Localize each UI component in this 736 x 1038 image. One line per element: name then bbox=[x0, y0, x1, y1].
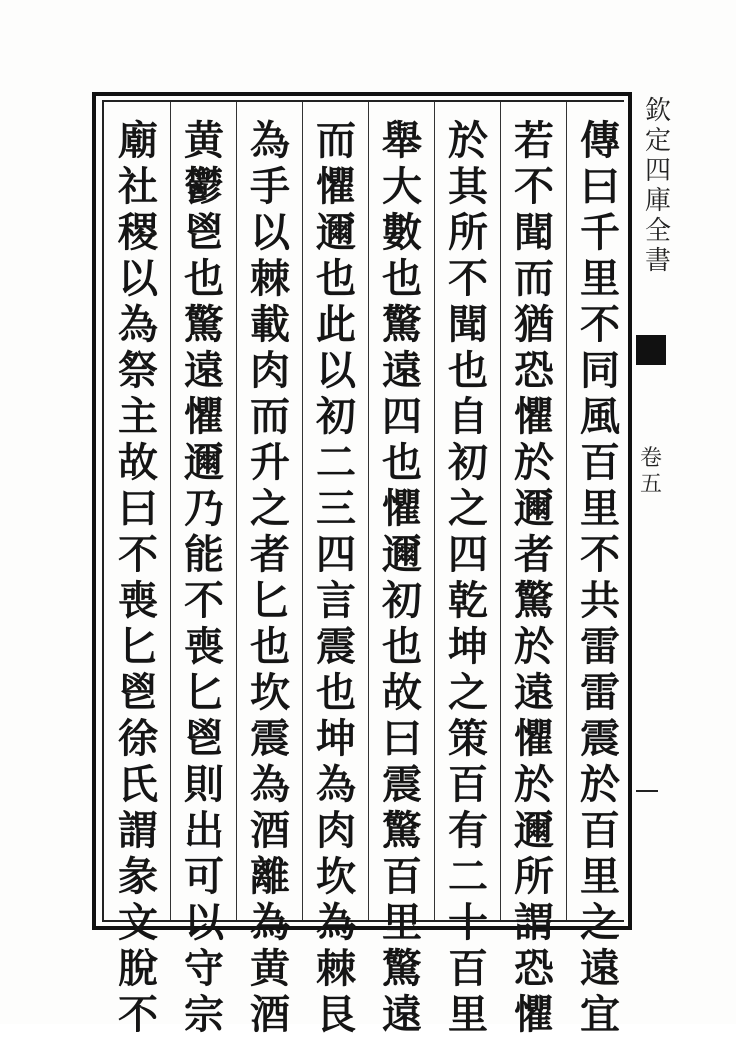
character: 同 bbox=[580, 347, 620, 394]
character: 邇 bbox=[382, 531, 422, 578]
character: 所 bbox=[448, 209, 488, 256]
character: 乃 bbox=[184, 485, 224, 532]
character: 此 bbox=[316, 301, 356, 348]
character: 懼 bbox=[382, 485, 422, 532]
character: 邇 bbox=[514, 807, 554, 854]
character: 黄 bbox=[250, 945, 290, 992]
character: 升 bbox=[250, 439, 290, 486]
character: 彖 bbox=[118, 853, 158, 900]
margin-character: 欽 bbox=[644, 96, 671, 126]
character: 坤 bbox=[316, 715, 356, 762]
character: 以 bbox=[184, 899, 224, 946]
fishtail-mark bbox=[636, 335, 666, 365]
character: 舉 bbox=[382, 117, 422, 164]
character: 遠 bbox=[184, 347, 224, 394]
character: 里 bbox=[580, 485, 620, 532]
column-rule bbox=[566, 102, 567, 920]
character: 策 bbox=[448, 715, 488, 762]
character: 猶 bbox=[514, 301, 554, 348]
character: 能 bbox=[184, 531, 224, 578]
character: 共 bbox=[580, 577, 620, 624]
character: 宜 bbox=[580, 991, 620, 1038]
character: 曰 bbox=[118, 485, 158, 532]
character: 雷 bbox=[580, 669, 620, 716]
text-column-1 bbox=[570, 117, 630, 1038]
character: 驚 bbox=[382, 807, 422, 854]
character: 聞 bbox=[514, 209, 554, 256]
character: 鬱 bbox=[184, 163, 224, 210]
character: 坤 bbox=[448, 623, 488, 670]
margin-character: 書 bbox=[644, 246, 671, 276]
character: 為 bbox=[250, 761, 290, 808]
character: 恐 bbox=[514, 945, 554, 992]
margin-character: 卷 bbox=[639, 446, 662, 471]
character: 故 bbox=[118, 439, 158, 486]
character: 謂 bbox=[118, 807, 158, 854]
character: 也 bbox=[382, 623, 422, 670]
character: 鬯 bbox=[184, 209, 224, 256]
character: 震 bbox=[382, 761, 422, 808]
character: 酒 bbox=[250, 991, 290, 1038]
character: 懼 bbox=[316, 163, 356, 210]
column-rule bbox=[434, 102, 435, 920]
character: 艮 bbox=[316, 991, 356, 1038]
margin-book-title bbox=[636, 96, 680, 276]
character: 驚 bbox=[382, 301, 422, 348]
character: 邇 bbox=[316, 209, 356, 256]
text-column-6 bbox=[240, 117, 300, 1038]
character: 以 bbox=[250, 209, 290, 256]
margin-character: 全 bbox=[644, 216, 671, 246]
character: 於 bbox=[448, 117, 488, 164]
character: 則 bbox=[184, 761, 224, 808]
character: 懼 bbox=[514, 393, 554, 440]
character: 而 bbox=[316, 117, 356, 164]
character: 肉 bbox=[250, 347, 290, 394]
character: 自 bbox=[448, 393, 488, 440]
character: 不 bbox=[580, 301, 620, 348]
character: 守 bbox=[184, 945, 224, 992]
character: 不 bbox=[118, 531, 158, 578]
character: 不 bbox=[448, 255, 488, 302]
character: 不 bbox=[184, 577, 224, 624]
character: 為 bbox=[316, 899, 356, 946]
character: 黄 bbox=[184, 117, 224, 164]
character: 遠 bbox=[382, 991, 422, 1038]
margin-character: 定 bbox=[644, 126, 671, 156]
character: 里 bbox=[580, 255, 620, 302]
character: 雷 bbox=[580, 623, 620, 670]
character: 稷 bbox=[118, 209, 158, 256]
character: 聞 bbox=[448, 301, 488, 348]
character: 百 bbox=[448, 945, 488, 992]
character: 也 bbox=[184, 255, 224, 302]
character: 里 bbox=[382, 899, 422, 946]
character: 也 bbox=[382, 439, 422, 486]
character: 震 bbox=[580, 715, 620, 762]
character: 棘 bbox=[316, 945, 356, 992]
character: 坎 bbox=[316, 853, 356, 900]
character: 主 bbox=[118, 393, 158, 440]
character: 千 bbox=[580, 209, 620, 256]
character: 匕 bbox=[184, 669, 224, 716]
character: 邇 bbox=[184, 439, 224, 486]
character: 肉 bbox=[316, 807, 356, 854]
margin-juan-label bbox=[636, 446, 666, 498]
character: 文 bbox=[118, 899, 158, 946]
character: 不 bbox=[580, 531, 620, 578]
character: 鬯 bbox=[184, 715, 224, 762]
character: 所 bbox=[514, 853, 554, 900]
character: 二 bbox=[448, 853, 488, 900]
character: 風 bbox=[580, 393, 620, 440]
column-rule bbox=[368, 102, 369, 920]
character: 大 bbox=[382, 163, 422, 210]
character: 喪 bbox=[118, 577, 158, 624]
character: 之 bbox=[580, 899, 620, 946]
character: 若 bbox=[514, 117, 554, 164]
margin-tick bbox=[636, 790, 658, 792]
margin-character: 庫 bbox=[644, 186, 671, 216]
character: 於 bbox=[514, 623, 554, 670]
character: 徐 bbox=[118, 715, 158, 762]
character: 可 bbox=[184, 853, 224, 900]
character: 為 bbox=[118, 301, 158, 348]
text-column-4 bbox=[372, 117, 432, 1038]
character: 曰 bbox=[382, 715, 422, 762]
character: 邇 bbox=[514, 485, 554, 532]
character: 於 bbox=[514, 439, 554, 486]
character: 不 bbox=[118, 991, 158, 1038]
character: 喪 bbox=[184, 623, 224, 670]
column-rule bbox=[170, 102, 171, 920]
character: 之 bbox=[448, 485, 488, 532]
character: 三 bbox=[316, 485, 356, 532]
character: 為 bbox=[316, 761, 356, 808]
character: 以 bbox=[316, 347, 356, 394]
character: 祭 bbox=[118, 347, 158, 394]
character: 遠 bbox=[580, 945, 620, 992]
character: 里 bbox=[580, 853, 620, 900]
character: 懼 bbox=[184, 393, 224, 440]
character: 者 bbox=[250, 531, 290, 578]
character: 其 bbox=[448, 163, 488, 210]
character: 載 bbox=[250, 301, 290, 348]
character: 社 bbox=[118, 163, 158, 210]
character: 酒 bbox=[250, 807, 290, 854]
character: 者 bbox=[514, 531, 554, 578]
margin-character: 五 bbox=[639, 472, 662, 497]
character: 故 bbox=[382, 669, 422, 716]
character: 驚 bbox=[184, 301, 224, 348]
character: 百 bbox=[580, 439, 620, 486]
character: 震 bbox=[250, 715, 290, 762]
character: 懼 bbox=[514, 715, 554, 762]
character: 乾 bbox=[448, 577, 488, 624]
character: 宗 bbox=[184, 991, 224, 1038]
character: 為 bbox=[250, 117, 290, 164]
character: 以 bbox=[118, 255, 158, 302]
character: 匕 bbox=[250, 577, 290, 624]
character: 不 bbox=[514, 163, 554, 210]
character: 鬯 bbox=[118, 669, 158, 716]
character: 脫 bbox=[118, 945, 158, 992]
character: 二 bbox=[316, 439, 356, 486]
character: 也 bbox=[316, 255, 356, 302]
character: 有 bbox=[448, 807, 488, 854]
character: 也 bbox=[382, 255, 422, 302]
character: 懼 bbox=[514, 991, 554, 1038]
character: 曰 bbox=[580, 163, 620, 210]
character: 驚 bbox=[382, 945, 422, 992]
character: 而 bbox=[514, 255, 554, 302]
character: 恐 bbox=[514, 347, 554, 394]
character: 四 bbox=[382, 393, 422, 440]
text-column-2 bbox=[504, 117, 564, 1038]
character: 於 bbox=[580, 761, 620, 808]
character: 也 bbox=[250, 623, 290, 670]
character: 遠 bbox=[514, 669, 554, 716]
character: 初 bbox=[382, 577, 422, 624]
character: 也 bbox=[316, 669, 356, 716]
character: 棘 bbox=[250, 255, 290, 302]
character: 離 bbox=[250, 853, 290, 900]
character: 為 bbox=[250, 899, 290, 946]
character: 四 bbox=[316, 531, 356, 578]
character: 出 bbox=[184, 807, 224, 854]
character: 震 bbox=[316, 623, 356, 670]
character: 也 bbox=[448, 347, 488, 394]
text-column-7 bbox=[174, 117, 234, 1038]
margin-character: 四 bbox=[644, 156, 671, 186]
character: 百 bbox=[580, 807, 620, 854]
character: 而 bbox=[250, 393, 290, 440]
character: 於 bbox=[514, 761, 554, 808]
character: 手 bbox=[250, 163, 290, 210]
character: 四 bbox=[448, 531, 488, 578]
text-column-5 bbox=[306, 117, 366, 1038]
column-rule bbox=[500, 102, 501, 920]
character: 遠 bbox=[382, 347, 422, 394]
text-column-3 bbox=[438, 117, 498, 1038]
character: 十 bbox=[448, 899, 488, 946]
character: 初 bbox=[448, 439, 488, 486]
character: 數 bbox=[382, 209, 422, 256]
character: 百 bbox=[448, 761, 488, 808]
character: 廟 bbox=[118, 117, 158, 164]
character: 氏 bbox=[118, 761, 158, 808]
character: 百 bbox=[382, 853, 422, 900]
text-column-8 bbox=[108, 117, 168, 1038]
character: 傳 bbox=[580, 117, 620, 164]
character: 坎 bbox=[250, 669, 290, 716]
character: 初 bbox=[316, 393, 356, 440]
character: 里 bbox=[448, 991, 488, 1038]
character: 之 bbox=[448, 669, 488, 716]
character: 謂 bbox=[514, 899, 554, 946]
character: 之 bbox=[250, 485, 290, 532]
column-rule bbox=[236, 102, 237, 920]
character: 驚 bbox=[514, 577, 554, 624]
character: 言 bbox=[316, 577, 356, 624]
character: 匕 bbox=[118, 623, 158, 670]
column-rule bbox=[302, 102, 303, 920]
